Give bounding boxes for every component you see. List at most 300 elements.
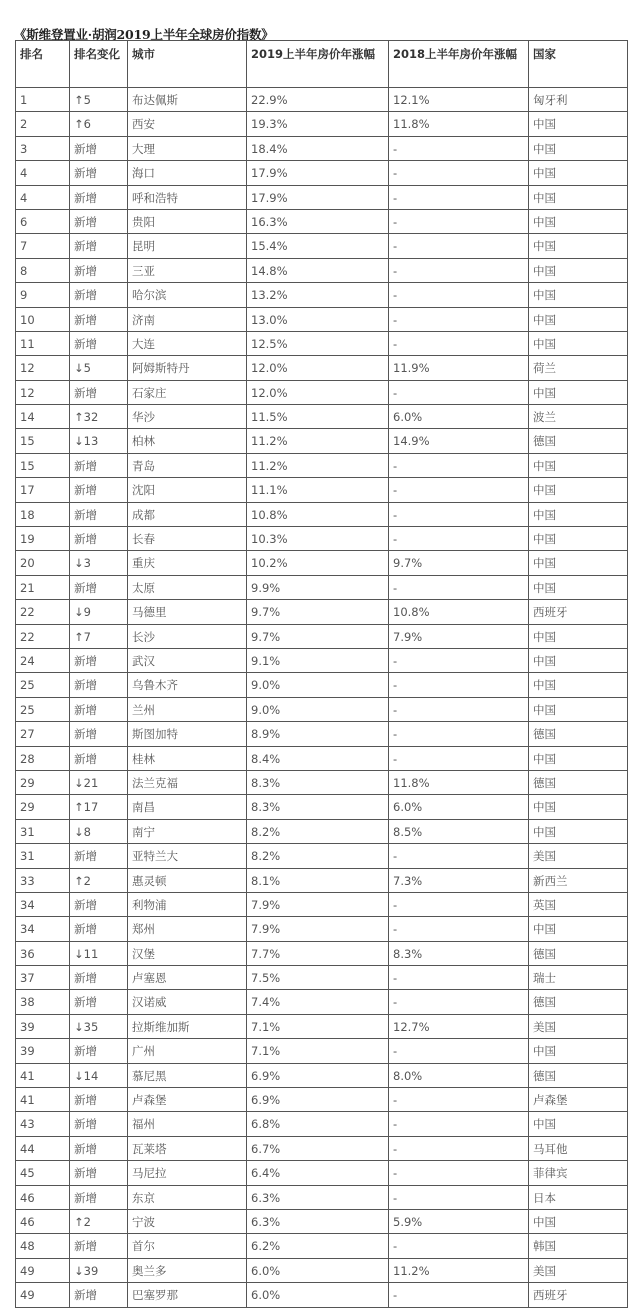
cell-2019-growth: 8.2% bbox=[247, 844, 389, 868]
cell-city: 桂林 bbox=[128, 746, 247, 770]
cell-2019-growth: 6.4% bbox=[247, 1161, 389, 1185]
cell-country: 卢森堡 bbox=[529, 1088, 628, 1112]
cell-country: 中国 bbox=[529, 234, 628, 258]
table-row bbox=[16, 697, 628, 721]
cell-2018-growth: - bbox=[389, 380, 529, 404]
table-row bbox=[16, 307, 628, 331]
cell-country: 中国 bbox=[529, 380, 628, 404]
cell-rank: 15 bbox=[16, 429, 70, 453]
cell-rank-change: 新增 bbox=[70, 722, 128, 746]
cell-country: 德国 bbox=[529, 941, 628, 965]
cell-city: 乌鲁木齐 bbox=[128, 673, 247, 697]
cell-rank: 34 bbox=[16, 917, 70, 941]
cell-2018-growth: - bbox=[389, 283, 529, 307]
cell-rank: 49 bbox=[16, 1283, 70, 1307]
header-city: 城市 bbox=[128, 41, 247, 88]
cell-city: 广州 bbox=[128, 1039, 247, 1063]
cell-city: 大理 bbox=[128, 136, 247, 160]
cell-country: 中国 bbox=[529, 185, 628, 209]
table-row bbox=[16, 1039, 628, 1063]
cell-country: 中国 bbox=[529, 697, 628, 721]
cell-rank: 46 bbox=[16, 1185, 70, 1209]
cell-rank: 17 bbox=[16, 478, 70, 502]
cell-2019-growth: 18.4% bbox=[247, 136, 389, 160]
cell-rank: 8 bbox=[16, 258, 70, 282]
table-row bbox=[16, 136, 628, 160]
table-row bbox=[16, 161, 628, 185]
table-row bbox=[16, 429, 628, 453]
cell-rank-change: 新增 bbox=[70, 990, 128, 1014]
cell-rank: 15 bbox=[16, 453, 70, 477]
cell-country: 新西兰 bbox=[529, 868, 628, 892]
cell-city: 惠灵顿 bbox=[128, 868, 247, 892]
house-price-index-table bbox=[15, 40, 628, 1308]
cell-rank-change: 新增 bbox=[70, 1185, 128, 1209]
cell-country: 瑞士 bbox=[529, 966, 628, 990]
table-row bbox=[16, 258, 628, 282]
cell-rank-change: ↓14 bbox=[70, 1063, 128, 1087]
cell-2019-growth: 9.7% bbox=[247, 600, 389, 624]
cell-2019-growth: 17.9% bbox=[247, 161, 389, 185]
table-row bbox=[16, 88, 628, 112]
cell-2019-growth: 8.2% bbox=[247, 819, 389, 843]
cell-2019-growth: 7.5% bbox=[247, 966, 389, 990]
cell-rank: 4 bbox=[16, 185, 70, 209]
cell-2019-growth: 8.3% bbox=[247, 770, 389, 794]
cell-2019-growth: 8.3% bbox=[247, 795, 389, 819]
cell-city: 奥兰多 bbox=[128, 1258, 247, 1282]
header-country: 国家 bbox=[529, 41, 628, 88]
cell-rank-change: 新增 bbox=[70, 1112, 128, 1136]
cell-rank-change: ↓35 bbox=[70, 1014, 128, 1038]
cell-2018-growth: - bbox=[389, 209, 529, 233]
table-row bbox=[16, 356, 628, 380]
cell-2019-growth: 9.0% bbox=[247, 673, 389, 697]
cell-city: 兰州 bbox=[128, 697, 247, 721]
cell-2018-growth: 9.7% bbox=[389, 551, 529, 575]
cell-city: 阿姆斯特丹 bbox=[128, 356, 247, 380]
cell-rank: 31 bbox=[16, 844, 70, 868]
cell-rank: 48 bbox=[16, 1234, 70, 1258]
cell-city: 大连 bbox=[128, 331, 247, 355]
cell-2018-growth: 11.2% bbox=[389, 1258, 529, 1282]
cell-city: 东京 bbox=[128, 1185, 247, 1209]
table-row bbox=[16, 527, 628, 551]
cell-2018-growth: - bbox=[389, 966, 529, 990]
cell-rank: 6 bbox=[16, 209, 70, 233]
cell-city: 青岛 bbox=[128, 453, 247, 477]
cell-2019-growth: 7.7% bbox=[247, 941, 389, 965]
cell-rank-change: ↓5 bbox=[70, 356, 128, 380]
cell-2018-growth: - bbox=[389, 575, 529, 599]
table-row bbox=[16, 1161, 628, 1185]
cell-country: 中国 bbox=[529, 819, 628, 843]
cell-rank-change: 新增 bbox=[70, 283, 128, 307]
cell-country: 德国 bbox=[529, 1063, 628, 1087]
cell-2019-growth: 8.1% bbox=[247, 868, 389, 892]
cell-2019-growth: 7.1% bbox=[247, 1039, 389, 1063]
cell-rank: 1 bbox=[16, 88, 70, 112]
cell-rank: 21 bbox=[16, 575, 70, 599]
header-2018-growth: 2018上半年房价年涨幅 bbox=[389, 41, 529, 88]
cell-city: 华沙 bbox=[128, 405, 247, 429]
cell-city: 呼和浩特 bbox=[128, 185, 247, 209]
cell-city: 长春 bbox=[128, 527, 247, 551]
cell-rank-change: 新增 bbox=[70, 697, 128, 721]
table-row bbox=[16, 1136, 628, 1160]
cell-2019-growth: 13.2% bbox=[247, 283, 389, 307]
cell-country: 中国 bbox=[529, 917, 628, 941]
cell-city: 贵阳 bbox=[128, 209, 247, 233]
cell-rank-change: ↑6 bbox=[70, 112, 128, 136]
cell-rank-change: 新增 bbox=[70, 1088, 128, 1112]
cell-city: 马德里 bbox=[128, 600, 247, 624]
cell-rank: 22 bbox=[16, 600, 70, 624]
cell-rank-change: 新增 bbox=[70, 917, 128, 941]
header-rank-change: 排名变化 bbox=[70, 41, 128, 88]
cell-2018-growth: - bbox=[389, 502, 529, 526]
cell-country: 波兰 bbox=[529, 405, 628, 429]
cell-rank: 18 bbox=[16, 502, 70, 526]
cell-2019-growth: 9.1% bbox=[247, 648, 389, 672]
cell-2018-growth: - bbox=[389, 1112, 529, 1136]
cell-2019-growth: 19.3% bbox=[247, 112, 389, 136]
cell-country: 中国 bbox=[529, 307, 628, 331]
cell-2019-growth: 10.3% bbox=[247, 527, 389, 551]
cell-country: 匈牙利 bbox=[529, 88, 628, 112]
cell-2018-growth: - bbox=[389, 1039, 529, 1063]
cell-rank-change: 新增 bbox=[70, 1283, 128, 1307]
cell-city: 三亚 bbox=[128, 258, 247, 282]
table-row bbox=[16, 331, 628, 355]
cell-city: 石家庄 bbox=[128, 380, 247, 404]
cell-2019-growth: 9.0% bbox=[247, 697, 389, 721]
cell-rank-change: 新增 bbox=[70, 527, 128, 551]
cell-rank-change: ↓8 bbox=[70, 819, 128, 843]
cell-rank: 19 bbox=[16, 527, 70, 551]
cell-city: 福州 bbox=[128, 1112, 247, 1136]
cell-rank-change: ↓39 bbox=[70, 1258, 128, 1282]
cell-rank-change: 新增 bbox=[70, 648, 128, 672]
cell-country: 中国 bbox=[529, 112, 628, 136]
cell-rank: 25 bbox=[16, 673, 70, 697]
table-row bbox=[16, 624, 628, 648]
cell-country: 中国 bbox=[529, 136, 628, 160]
table-row bbox=[16, 575, 628, 599]
cell-2018-growth: 11.9% bbox=[389, 356, 529, 380]
cell-2018-growth: 10.8% bbox=[389, 600, 529, 624]
cell-rank-change: 新增 bbox=[70, 1136, 128, 1160]
cell-country: 中国 bbox=[529, 527, 628, 551]
cell-rank-change: 新增 bbox=[70, 478, 128, 502]
document-title: 《斯维登置业·胡润2019上半年全球房价指数》 bbox=[14, 27, 274, 42]
cell-city: 柏林 bbox=[128, 429, 247, 453]
cell-city: 重庆 bbox=[128, 551, 247, 575]
cell-2018-growth: - bbox=[389, 258, 529, 282]
cell-rank: 43 bbox=[16, 1112, 70, 1136]
table-row bbox=[16, 1185, 628, 1209]
cell-rank-change: 新增 bbox=[70, 331, 128, 355]
cell-rank-change: 新增 bbox=[70, 1161, 128, 1185]
cell-rank: 39 bbox=[16, 1039, 70, 1063]
cell-2019-growth: 9.7% bbox=[247, 624, 389, 648]
cell-country: 中国 bbox=[529, 258, 628, 282]
cell-city: 沈阳 bbox=[128, 478, 247, 502]
cell-2018-growth: 14.9% bbox=[389, 429, 529, 453]
cell-2019-growth: 17.9% bbox=[247, 185, 389, 209]
header-rank: 排名 bbox=[16, 41, 70, 88]
table-row bbox=[16, 819, 628, 843]
cell-rank: 25 bbox=[16, 697, 70, 721]
cell-2019-growth: 11.5% bbox=[247, 405, 389, 429]
cell-city: 拉斯维加斯 bbox=[128, 1014, 247, 1038]
cell-2019-growth: 16.3% bbox=[247, 209, 389, 233]
cell-country: 中国 bbox=[529, 624, 628, 648]
cell-2019-growth: 6.3% bbox=[247, 1185, 389, 1209]
cell-2019-growth: 6.7% bbox=[247, 1136, 389, 1160]
cell-rank-change: 新增 bbox=[70, 844, 128, 868]
table-row bbox=[16, 1283, 628, 1307]
cell-rank-change: ↓11 bbox=[70, 941, 128, 965]
cell-2018-growth: - bbox=[389, 844, 529, 868]
cell-country: 美国 bbox=[529, 844, 628, 868]
cell-rank-change: ↓3 bbox=[70, 551, 128, 575]
table-row bbox=[16, 1112, 628, 1136]
cell-2018-growth: - bbox=[389, 453, 529, 477]
cell-rank: 3 bbox=[16, 136, 70, 160]
cell-rank: 46 bbox=[16, 1209, 70, 1233]
cell-country: 中国 bbox=[529, 1112, 628, 1136]
table-row bbox=[16, 1088, 628, 1112]
cell-city: 瓦莱塔 bbox=[128, 1136, 247, 1160]
cell-city: 南昌 bbox=[128, 795, 247, 819]
cell-2018-growth: 12.7% bbox=[389, 1014, 529, 1038]
cell-rank: 41 bbox=[16, 1088, 70, 1112]
cell-2019-growth: 8.4% bbox=[247, 746, 389, 770]
cell-country: 日本 bbox=[529, 1185, 628, 1209]
cell-country: 德国 bbox=[529, 990, 628, 1014]
cell-rank-change: 新增 bbox=[70, 307, 128, 331]
table-row bbox=[16, 405, 628, 429]
cell-city: 哈尔滨 bbox=[128, 283, 247, 307]
table-row bbox=[16, 502, 628, 526]
cell-rank-change: 新增 bbox=[70, 892, 128, 916]
cell-city: 法兰克福 bbox=[128, 770, 247, 794]
table-row bbox=[16, 600, 628, 624]
cell-country: 西班牙 bbox=[529, 600, 628, 624]
table-row bbox=[16, 112, 628, 136]
cell-rank: 4 bbox=[16, 161, 70, 185]
cell-rank: 2 bbox=[16, 112, 70, 136]
table-row bbox=[16, 648, 628, 672]
cell-rank-change: 新增 bbox=[70, 136, 128, 160]
cell-2018-growth: - bbox=[389, 917, 529, 941]
cell-country: 菲律宾 bbox=[529, 1161, 628, 1185]
cell-rank-change: ↓21 bbox=[70, 770, 128, 794]
cell-rank-change: 新增 bbox=[70, 209, 128, 233]
cell-country: 中国 bbox=[529, 648, 628, 672]
cell-2019-growth: 12.0% bbox=[247, 380, 389, 404]
cell-city: 南宁 bbox=[128, 819, 247, 843]
cell-2019-growth: 6.0% bbox=[247, 1258, 389, 1282]
cell-country: 荷兰 bbox=[529, 356, 628, 380]
cell-city: 长沙 bbox=[128, 624, 247, 648]
cell-rank: 10 bbox=[16, 307, 70, 331]
cell-country: 中国 bbox=[529, 478, 628, 502]
cell-rank-change: 新增 bbox=[70, 502, 128, 526]
cell-rank: 29 bbox=[16, 770, 70, 794]
header-2019-growth: 2019上半年房价年涨幅 bbox=[247, 41, 389, 88]
table-row bbox=[16, 722, 628, 746]
cell-rank: 45 bbox=[16, 1161, 70, 1185]
cell-city: 巴塞罗那 bbox=[128, 1283, 247, 1307]
table-row bbox=[16, 795, 628, 819]
cell-2018-growth: - bbox=[389, 722, 529, 746]
cell-2018-growth: - bbox=[389, 478, 529, 502]
cell-2019-growth: 7.1% bbox=[247, 1014, 389, 1038]
cell-2018-growth: 7.9% bbox=[389, 624, 529, 648]
cell-rank-change: 新增 bbox=[70, 161, 128, 185]
cell-2018-growth: - bbox=[389, 1136, 529, 1160]
cell-rank: 24 bbox=[16, 648, 70, 672]
cell-rank: 39 bbox=[16, 1014, 70, 1038]
cell-country: 中国 bbox=[529, 551, 628, 575]
cell-2018-growth: - bbox=[389, 1185, 529, 1209]
cell-2018-growth: - bbox=[389, 1283, 529, 1307]
cell-2018-growth: 5.9% bbox=[389, 1209, 529, 1233]
cell-2018-growth: - bbox=[389, 331, 529, 355]
cell-2019-growth: 6.9% bbox=[247, 1088, 389, 1112]
table-row bbox=[16, 1258, 628, 1282]
table-row bbox=[16, 966, 628, 990]
cell-country: 中国 bbox=[529, 502, 628, 526]
cell-2018-growth: - bbox=[389, 234, 529, 258]
cell-2019-growth: 10.2% bbox=[247, 551, 389, 575]
table-row bbox=[16, 453, 628, 477]
cell-city: 昆明 bbox=[128, 234, 247, 258]
cell-rank-change: 新增 bbox=[70, 185, 128, 209]
cell-country: 英国 bbox=[529, 892, 628, 916]
cell-country: 韩国 bbox=[529, 1234, 628, 1258]
cell-rank: 34 bbox=[16, 892, 70, 916]
cell-2018-growth: - bbox=[389, 746, 529, 770]
table-row bbox=[16, 892, 628, 916]
cell-rank-change: 新增 bbox=[70, 746, 128, 770]
cell-country: 西班牙 bbox=[529, 1283, 628, 1307]
table-row bbox=[16, 673, 628, 697]
cell-city: 卢森堡 bbox=[128, 1088, 247, 1112]
cell-city: 汉堡 bbox=[128, 941, 247, 965]
cell-2019-growth: 15.4% bbox=[247, 234, 389, 258]
cell-2019-growth: 7.4% bbox=[247, 990, 389, 1014]
cell-city: 汉诺威 bbox=[128, 990, 247, 1014]
table-row bbox=[16, 283, 628, 307]
cell-city: 卢塞恩 bbox=[128, 966, 247, 990]
cell-2019-growth: 14.8% bbox=[247, 258, 389, 282]
cell-rank: 12 bbox=[16, 356, 70, 380]
cell-2018-growth: - bbox=[389, 307, 529, 331]
cell-rank: 27 bbox=[16, 722, 70, 746]
cell-rank: 22 bbox=[16, 624, 70, 648]
cell-2019-growth: 9.9% bbox=[247, 575, 389, 599]
table-row bbox=[16, 478, 628, 502]
cell-rank-change: 新增 bbox=[70, 258, 128, 282]
table-row bbox=[16, 551, 628, 575]
cell-country: 中国 bbox=[529, 1209, 628, 1233]
cell-2018-growth: 11.8% bbox=[389, 770, 529, 794]
cell-city: 斯图加特 bbox=[128, 722, 247, 746]
cell-2018-growth: 8.3% bbox=[389, 941, 529, 965]
cell-city: 济南 bbox=[128, 307, 247, 331]
cell-city: 太原 bbox=[128, 575, 247, 599]
cell-rank: 11 bbox=[16, 331, 70, 355]
cell-rank-change: ↓9 bbox=[70, 600, 128, 624]
cell-2018-growth: - bbox=[389, 161, 529, 185]
cell-rank: 20 bbox=[16, 551, 70, 575]
cell-rank-change: ↑7 bbox=[70, 624, 128, 648]
cell-city: 布达佩斯 bbox=[128, 88, 247, 112]
table-row bbox=[16, 380, 628, 404]
cell-city: 郑州 bbox=[128, 917, 247, 941]
cell-city: 马尼拉 bbox=[128, 1161, 247, 1185]
cell-rank: 37 bbox=[16, 966, 70, 990]
cell-rank-change: 新增 bbox=[70, 673, 128, 697]
cell-rank-change: 新增 bbox=[70, 1234, 128, 1258]
cell-2019-growth: 7.9% bbox=[247, 917, 389, 941]
cell-country: 中国 bbox=[529, 673, 628, 697]
cell-2019-growth: 6.2% bbox=[247, 1234, 389, 1258]
cell-country: 中国 bbox=[529, 1039, 628, 1063]
cell-2019-growth: 22.9% bbox=[247, 88, 389, 112]
cell-country: 中国 bbox=[529, 795, 628, 819]
cell-2018-growth: 6.0% bbox=[389, 405, 529, 429]
table-row bbox=[16, 209, 628, 233]
cell-2018-growth: - bbox=[389, 673, 529, 697]
cell-rank-change: ↑17 bbox=[70, 795, 128, 819]
cell-2018-growth: - bbox=[389, 648, 529, 672]
table-row bbox=[16, 941, 628, 965]
cell-country: 中国 bbox=[529, 453, 628, 477]
table-row bbox=[16, 868, 628, 892]
cell-city: 宁波 bbox=[128, 1209, 247, 1233]
cell-2018-growth: - bbox=[389, 527, 529, 551]
cell-2018-growth: 6.0% bbox=[389, 795, 529, 819]
table-body bbox=[16, 88, 628, 1308]
table-row bbox=[16, 1014, 628, 1038]
cell-country: 中国 bbox=[529, 746, 628, 770]
cell-rank: 49 bbox=[16, 1258, 70, 1282]
cell-2019-growth: 7.9% bbox=[247, 892, 389, 916]
cell-rank: 9 bbox=[16, 283, 70, 307]
cell-city: 利物浦 bbox=[128, 892, 247, 916]
cell-2019-growth: 12.5% bbox=[247, 331, 389, 355]
cell-2018-growth: - bbox=[389, 136, 529, 160]
cell-2018-growth: - bbox=[389, 892, 529, 916]
cell-2018-growth: - bbox=[389, 1088, 529, 1112]
cell-2019-growth: 11.2% bbox=[247, 429, 389, 453]
table-row bbox=[16, 746, 628, 770]
cell-rank: 28 bbox=[16, 746, 70, 770]
cell-rank-change: 新增 bbox=[70, 1039, 128, 1063]
cell-2019-growth: 6.3% bbox=[247, 1209, 389, 1233]
table-row bbox=[16, 185, 628, 209]
cell-city: 武汉 bbox=[128, 648, 247, 672]
cell-country: 中国 bbox=[529, 161, 628, 185]
cell-rank: 14 bbox=[16, 405, 70, 429]
cell-rank-change: 新增 bbox=[70, 966, 128, 990]
table-row bbox=[16, 1234, 628, 1258]
cell-rank-change: ↑32 bbox=[70, 405, 128, 429]
